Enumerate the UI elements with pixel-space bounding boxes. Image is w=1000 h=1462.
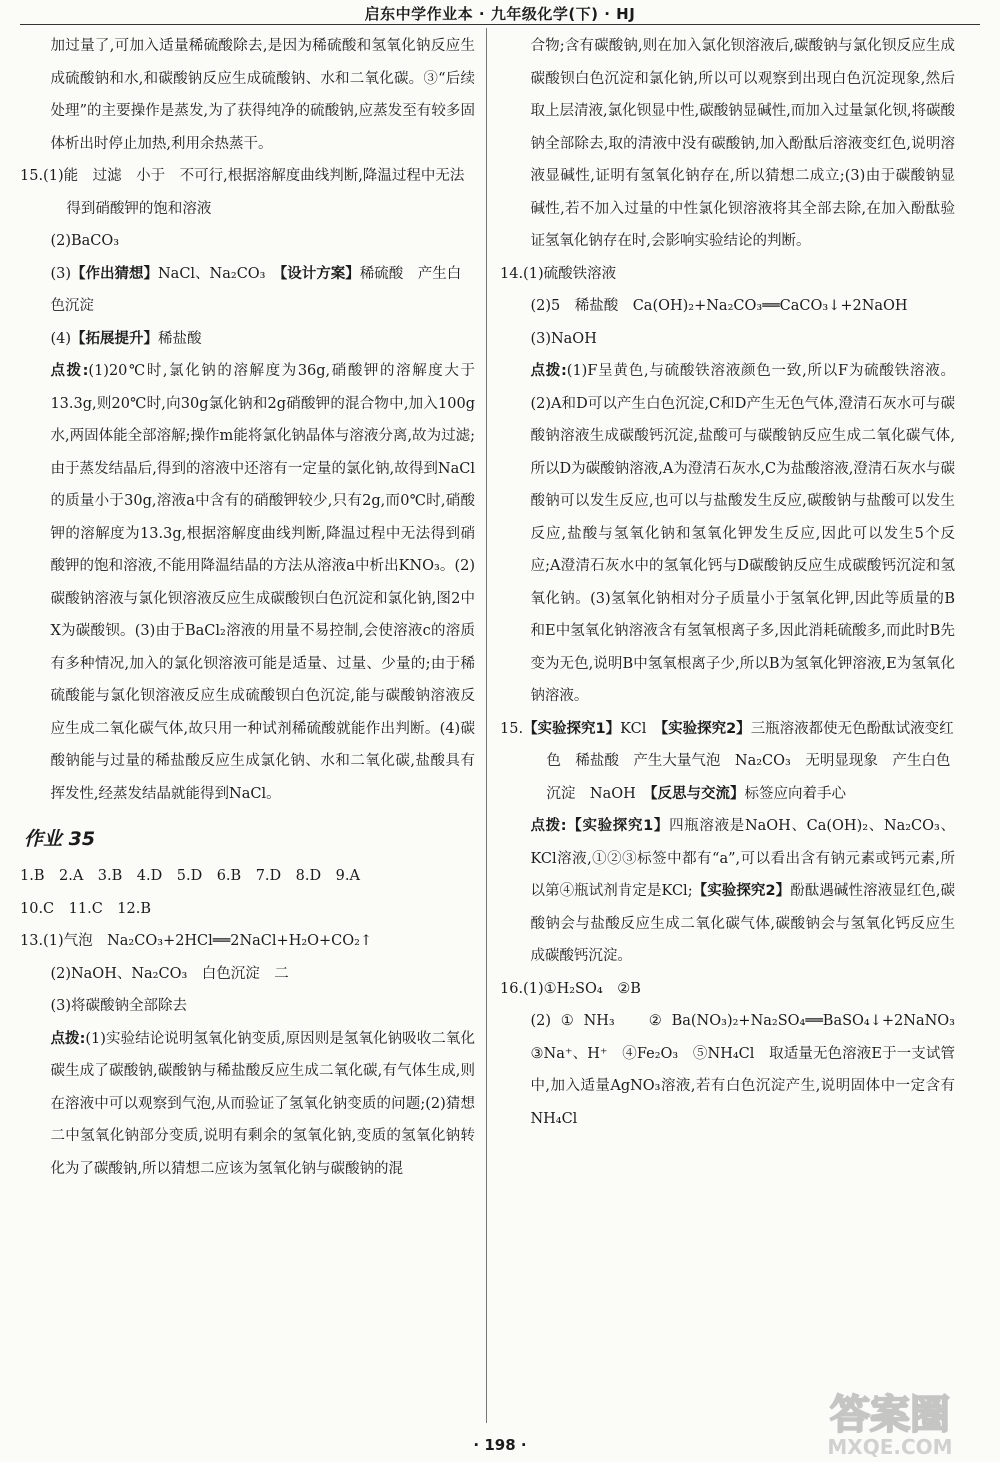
- continued-paragraph: 加过量了,可加入适量稀硫酸除去,是因为稀硫酸和氢氧化钠反应生成硫酸钠和水,和碳酸钠反应生成硫酸钠、水和二氧化碳。③“后续处理”的主要操作是蒸发,为了获得纯净的硫酸钠,应蒸发至有较多固体析出时停止加热,利用余热蒸干。: [50, 38, 475, 152]
- left-column: [20, 30, 475, 1185]
- q14-part1: 14.(1)硫酸铁溶液: [500, 265, 617, 282]
- watermark-logo: [790, 1380, 990, 1460]
- q15-part3: [20, 258, 475, 323]
- answers-row-2: 10.C 11.C 12.B: [20, 900, 152, 917]
- q16-part2: (2)①NH₃ ②Ba(NO₃)₂+Na₂SO₄══BaSO₄↓+2NaNO₃ ③Na⁺、H⁺ ④Fe₂O₃ ⑤NH₄Cl 取适量无色溶液E于一支试管中,加入适量AgNO₃溶液,若有白色沉淀产生,说明固体中一定含有NH₄Cl: [530, 1013, 970, 1127]
- answers-row-1: 1.B 2.A 3.B 4.D 5.D 6.B 7.D 8.D 9.A: [20, 868, 360, 884]
- q15-note-exp1: 四瓶溶液是NaOH、Ca(OH)₂、Na₂CO₃、KCl溶液,①②③标签中都有“a”,可以看出含有钠元素或钙元素,所以第④瓶试剂肯定是KCl;: [530, 818, 956, 899]
- note-label: 点拨:: [530, 818, 567, 834]
- q15-guess-label: 【作出猜想】: [70, 265, 158, 282]
- q14-note-text: (1)F呈黄色,与硫酸铁溶液颜色一致,所以F为硫酸铁溶液。(2)A和D可以产生白色沉淀,C和D产生无色气体,澄清石灰水可与碳酸钠溶液生成碳酸钙沉淀,盐酸可与碳酸钠反应生成二氧化碳气体,所以D为碳酸钠溶液,A为澄清石灰水,C为盐酸溶液,澄清石灰水与碳酸钠可以发生反应,也可以与盐酸发生反应,碳酸钠与盐酸可以发生反应,盐酸与氢氧化钠和氢氧化钾发生反应,因此可以发生5个反应;A澄清石灰水中的氢氧化钙与D碳酸钠反应生成碳酸钙沉淀和氢氧化钠。(3)氢氧化钠相对分子质量小于氢氧化钾,因此等质量的B和E中氢氧化钠溶液含有氢氧根离子多,因此消耗硫酸多,而此时B先变为无色,说明B中氢氧根离子少,所以B为氢氧化钾溶液,E为氢氧化钠溶液。: [530, 363, 955, 704]
- page-number: · 198 ·: [473, 1436, 527, 1454]
- note-label: 点拨:: [50, 363, 89, 379]
- q15-plan-label: 【设计方案】: [280, 265, 360, 282]
- q15-note-exp2-label: 【实验探究2】: [692, 883, 791, 899]
- q15-part4: [20, 323, 475, 356]
- q15-reflect: 标签应向着手心: [744, 785, 847, 802]
- header-rule: [20, 24, 980, 25]
- q14-part2: (2)5 稀盐酸 Ca(OH)₂+Na₂CO₃══CaCO₃↓+2NaOH: [530, 298, 908, 314]
- q15-part2: (2)BaCO₃: [50, 233, 120, 249]
- q14-part3: (3)NaOH: [530, 330, 597, 347]
- section-title: 作业 35: [24, 828, 96, 850]
- q15-part3-num: (3): [50, 265, 71, 282]
- q15-plan: 稀硫酸 产生白色沉淀: [50, 265, 462, 314]
- column-divider: [486, 28, 487, 1423]
- q16-part1: 16.(1)①H₂SO₄ ②B: [500, 980, 641, 997]
- q15-part1: 15.(1)能 过滤 小于 不可行,根据溶解度曲线判断,降温过程中无法得到硝酸钾的饱和溶液: [20, 168, 465, 217]
- page-header: [0, 0, 1000, 26]
- watermark-text: 答案圈: [830, 1392, 950, 1438]
- note-label: 点拨:: [50, 1030, 86, 1047]
- q15-exp2: 三瓶溶液都使无色酚酞试液变红色 稀盐酸 产生大量气泡 Na₂CO₃ 无明显现象 产生白色沉淀 NaOH: [546, 720, 954, 802]
- q15-extend: 稀盐酸: [157, 330, 202, 347]
- right-column: [500, 30, 970, 1135]
- q15-num: 15.: [500, 720, 524, 737]
- q13-part3: (3)将碳酸钠全部除去: [50, 998, 187, 1014]
- q15-exp2-label: 【实验探究2】: [660, 720, 751, 737]
- q15-note-text: (1)20℃时,氯化钠的溶解度为36g,硝酸钾的溶解度大于13.3g,则20℃时,向30g氯化钠和2g硝酸钾的混合物中,加入100g水,两固体能全部溶解;操作m能将氯化钠晶体与溶液分离,故为过滤;由于蒸发结晶后,得到的溶液中还溶有一定量的氯化钠,故得到NaCl的质量小于30g,溶液a中含有的硝酸钾较少,只有2g,而0℃时,硝酸钾的溶解度为13.3g,根据溶解度曲线判断,降温过程中无法得到硝酸钾的饱和溶液,不能用降温结晶的方法从溶液a中析出KNO₃。(2)碳酸钠溶液与氯化钡溶液反应生成碳酸钡白色沉淀和氯化钠,图2中X为碳酸钡。(3)由于BaCl₂溶液的用量不易控制,会使溶液c的溶质有多种情况,加入的氯化钡溶液可能是适量、过量、少量的;由于稀硫酸能与氯化钡溶液反应生成硫酸钡白色沉淀,能与碳酸钠溶液反应生成二氧化碳气体,故只用一种试剂稀硫酸就能作出判断。(4)碳酸钠能与过量的稀盐酸反应生成氯化钠、水和二氧化碳,盐酸具有挥发性,经蒸发结晶就能得到NaCl。: [50, 363, 475, 802]
- q15-explanation: [20, 355, 475, 810]
- q14-explanation: [500, 355, 955, 713]
- q15-answer: [500, 713, 955, 811]
- note-label: 点拨:: [530, 363, 567, 379]
- q15-reflect-label: 【反思与交流】: [650, 785, 745, 802]
- q15-guess: NaCl、Na₂CO₃: [157, 265, 280, 282]
- q15-note-exp1-label: 【实验探究1】: [566, 818, 670, 834]
- header-title: 启东中学作业本 · 九年级化学(下) · HJ: [364, 5, 636, 23]
- q13-part1: 13.(1)气泡 Na₂CO₃+2HCl══2NaCl+H₂O+CO₂↑: [20, 933, 373, 949]
- q13-note-text: (1)实验结论说明氢氧化钠变质,原因则是氢氧化钠吸收二氧化碳生成了碳酸钠,碳酸钠与稀盐酸反应生成二氧化碳,有气体生成,则在溶液中可以观察到气泡,从而验证了氢氧化钠变质的问题;(2)猜想二中氢氧化钠部分变质,说明有剩余的氢氧化钠,变质的氢氧化钠转化为了碳酸钠,所以猜想二应该为氢氧化钠与碳酸钠的混: [50, 1030, 475, 1177]
- q13-part2: (2)NaOH、Na₂CO₃ 白色沉淀 二: [50, 965, 289, 982]
- q15-part4-num: (4): [50, 330, 71, 347]
- continued-paragraph-right: 合物;含有碳酸钠,则在加入氯化钡溶液后,碳酸钠与氯化钡反应生成碳酸钡白色沉淀和氯化钠,所以可以观察到出现白色沉淀现象,然后取上层清液,氯化钡显中性,碳酸钠显碱性,而加入过量氯化钡,将碳酸钠全部除去,取的清液中没有碳酸钠,加入酚酞后溶液变红色,说明溶液显碱性,证明有氢氧化钠存在,所以猜想二成立;(3)由于碳酸钠显碱性,若不加入过量的中性氯化钡溶液将其全部去除,在加入酚酞验证氢氧化钠存在时,会影响实验结论的判断。: [530, 38, 955, 249]
- q15-note-exp2: 酚酞遇碱性溶液显红色,碳酸钠会与盐酸反应生成二氧化碳气体,碳酸钠会与氢氧化钙反应生成碳酸钙沉淀。: [530, 883, 956, 964]
- q13-explanation: [20, 1023, 475, 1186]
- watermark-sub: MXQE.COM: [827, 1435, 953, 1459]
- q15-exp1: KCl: [620, 720, 661, 737]
- q15-exp1-label: 【实验探究1】: [523, 720, 621, 737]
- q15-explanation-right: [500, 810, 955, 973]
- q15-extend-label: 【拓展提升】: [70, 330, 158, 347]
